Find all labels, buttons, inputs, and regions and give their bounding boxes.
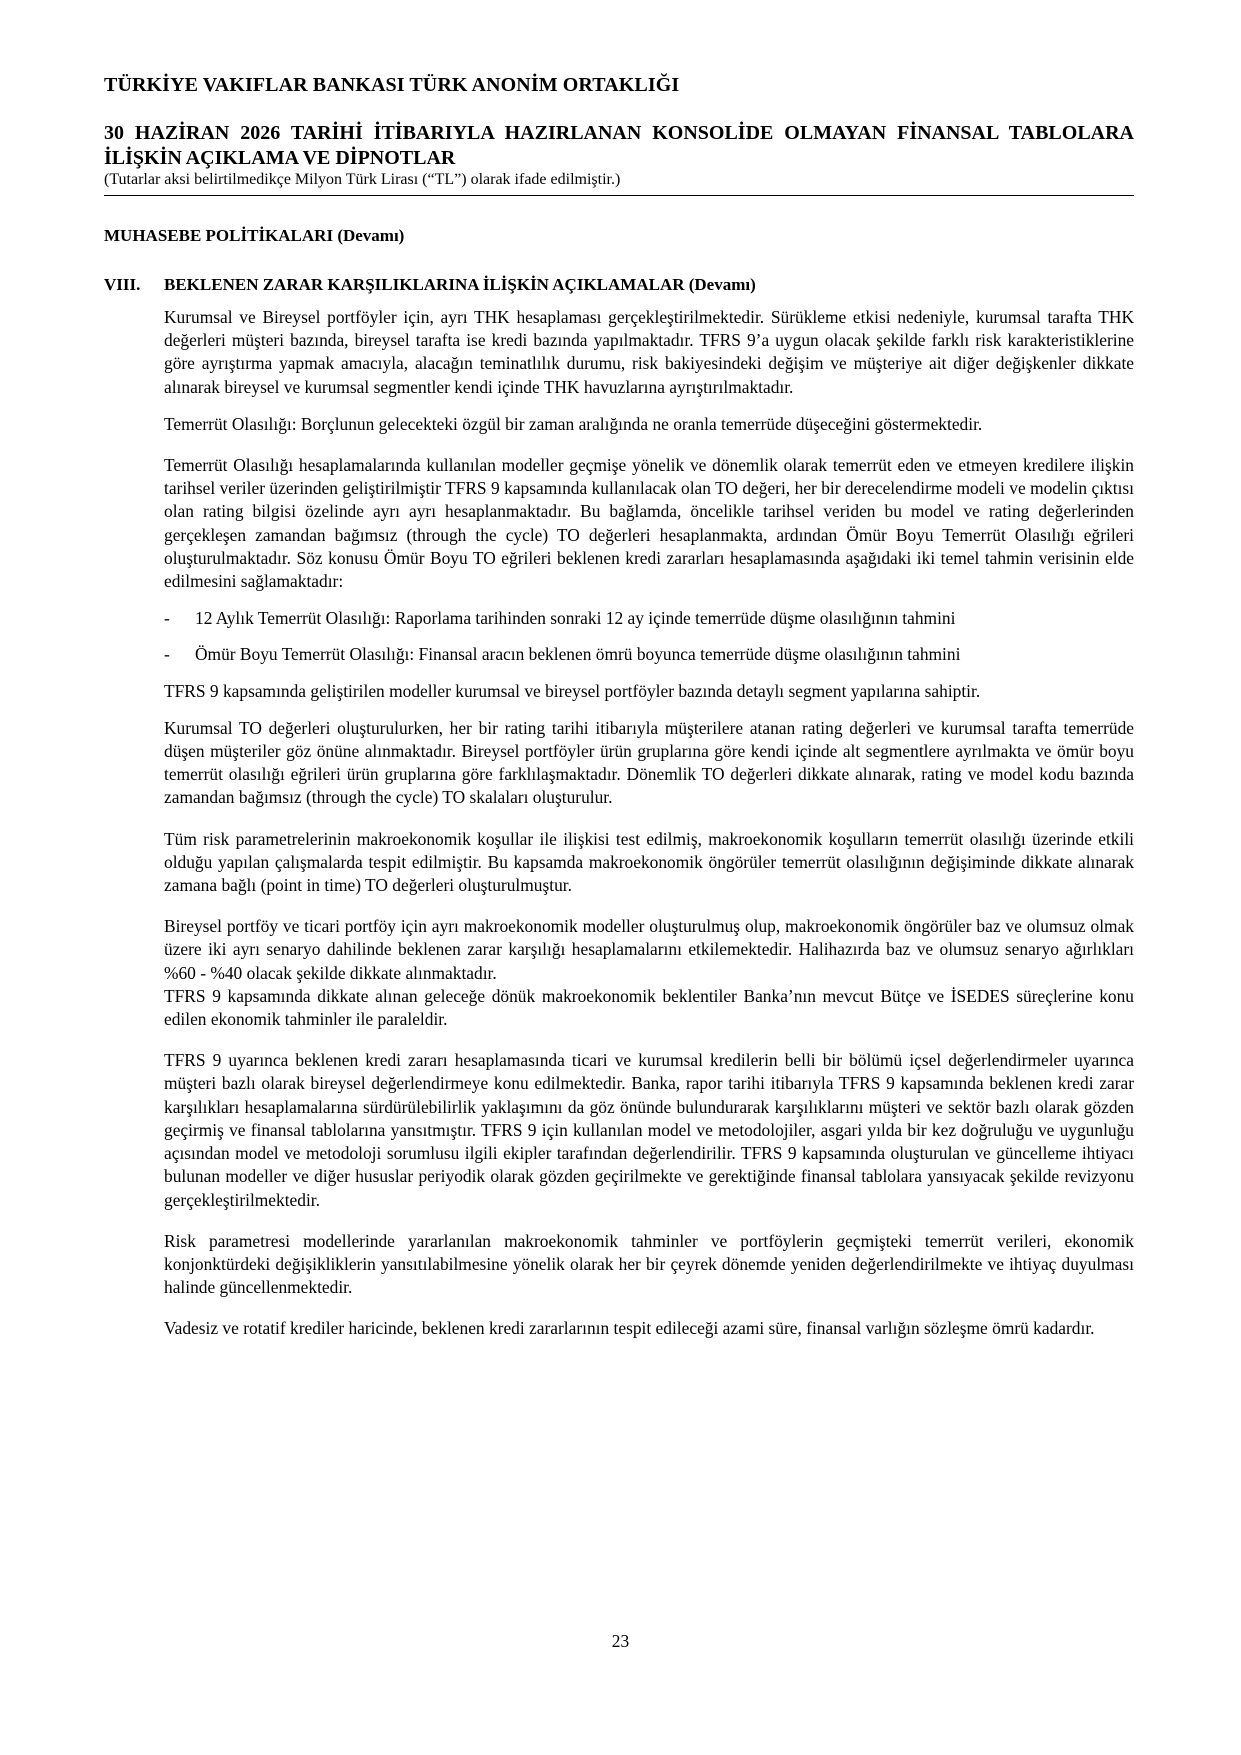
company-name: TÜRKİYE VAKIFLAR BANKASI TÜRK ANONİM ORTAKLIĞI — [104, 74, 680, 96]
bullet-text: Ömür Boyu Temerrüt Olasılığı: Finansal aracın beklenen ömrü boyunca temerrüde düşme olasılığının tahmini — [195, 644, 961, 665]
body-text — [164, 306, 1134, 1355]
subsection-heading — [104, 275, 756, 295]
paragraph: Bireysel portföy ve ticari portföy için ayrı makroekonomik modeller oluşturulmuş olup, makroekonomik öngörüler baz ve olumsuz olmak üzere iki ayrı senaryo dahilinde beklenen zarar karşılığı hesaplamalarını etkilemektedir. Halihazırda baz ve olumsuz senaryo ağırlıkları %60 - %40 olacak şekilde dikkate alınmaktadır. — [164, 916, 1134, 983]
page-number: 23 — [611, 1631, 630, 1651]
header-divider — [104, 195, 1134, 196]
section-title: MUHASEBE POLİTİKALARI (Devamı) — [104, 226, 405, 245]
report-title: 30 HAZİRAN 2026 TARİHİ İTİBARIYLA HAZIRLANAN KONSOLİDE OLMAYAN FİNANSAL TABLOLARA İLİŞKİN AÇIKLAMA VE DİPNOTLAR — [104, 122, 1134, 169]
paragraph: Kurumsal ve Bireysel portföyler için, ayrı THK hesaplaması gerçekleştirilmektedir. Sürükleme etkisi nedeniyle, kurumsal tarafta THK değerleri müşteri bazında, bireysel tarafta ise kredi bazında yapılmaktadır. TFRS 9’a uygun olacak şekilde farklı risk karakteristiklerine göre ayrıştırma yapmak amacıyla, alacağın teminatlılık durumu, risk bakiyesindeki değişim ve müşteriye ait diğer değişkenler dikkate alınarak bireysel ve kurumsal segmentler kendi içinde THK havuzlarına ayrıştırılmaktadır. — [164, 307, 1134, 397]
paragraph: Tüm risk parametrelerinin makroekonomik koşullar ile ilişkisi test edilmiş, makroekonomik koşulların temerrüt olasılığı üzerinde etkili olduğu yapılan çalışmalarda tespit edilmiştir. Bu kapsamda makroekonomik öngörüler temerrüt olasılığının değişiminde dikkate alınarak zamana bağlı (point in time) TO değerleri oluşturulmuştur. — [164, 828, 1134, 896]
paragraph: TFRS 9 uyarınca beklenen kredi zararı hesaplamasında ticari ve kurumsal kredilerin belli bir bölümü içsel değerlendirmeler uyarınca müşteri bazlı olarak bireysel değerlendirmeye konu edilmektedir. Banka, rapor tarihi itibarıyla TFRS 9 kapsamında beklenen kredi zarar karşılıkları hesaplamalarına sürdürülebilirlik yaklaşımını da göz önünde bulundurarak karşılıklarını müşteri ve sektör bazlı olarak gözden geçirmiş ve finansal tablolarına yansıtmıştır. TFRS 9 için kullanılan model ve metodolojiler, asgari yılda bir kez doğruluğu ve uygunluğu açısından model ve metodoloji sorumlusu ilgili ekipler tarafından değerlendirilir. TFRS 9 kapsamında oluşturulan ve güncelleme ihtiyacı bulunan modeller ve diğer hususlar periyodik olarak gözden geçirilmekte ve gerektiğinde finansal tablolara yansıyacak şekilde revizyonu gerçekleştirilmektedir. — [164, 1050, 1134, 1210]
paragraph: TFRS 9 kapsamında geliştirilen modeller kurumsal ve bireysel portföyler bazında detaylı segment yapılarına sahiptir. — [164, 680, 981, 701]
bullet-text: 12 Aylık Temerrüt Olasılığı: Raporlama tarihinden sonraki 12 ay içinde temerrüde düşme olasılığının tahmini — [195, 608, 956, 629]
paragraph: Temerrüt Olasılığı hesaplamalarında kullanılan modeller geçmişe yönelik ve dönemlik olarak temerrüt eden ve etmeyen kredilere ilişkin tarihsel veriler üzerinden geliştirilmiştir TFRS 9 kapsamında kullanılacak olan TO değeri, her bir derecelendirme modeli ve modelin çıktısı olan rating bilgisi özelinde ayrı ayrı hesaplanmaktadır. Bu bağlamda, öncelikle tarihsel veriden bu model ve rating değerlerinden gerçekleşen zamandan bağımsız (through the cycle) TO değerleri hesaplanmakta, ardından Ömür Boyu Temerrüt Olasılığı eğrileri oluşturulmaktadır. Söz konusu Ömür Boyu TO eğrileri beklenen kredi zararları hesaplamasında aşağıdaki iki temel tahmin verisinin elde edilmesini sağlamaktadır: — [164, 455, 1134, 592]
paragraph: Risk parametresi modellerinde yararlanılan makroekonomik tahminler ve portföylerin geçmişteki temerrüt verileri, ekonomik konjonktürdeki değişikliklerin yansıtılabilmesine yönelik olarak her bir çeyrek dönemde yeniden değerlendirilmekte ve ihtiyaç duyulması halinde güncellenmektedir. — [164, 1230, 1134, 1298]
currency-note: (Tutarlar aksi belirtilmedikçe Milyon Türk Lirası (“TL”) olarak ifade edilmiştir.) — [104, 171, 621, 188]
paragraph: Temerrüt Olasılığı: Borçlunun gelecekteki özgül bir zaman aralığında ne oranla temerrüde düşeceğini göstermektedir. — [164, 413, 983, 434]
paragraph: TFRS 9 kapsamında dikkate alınan geleceğe dönük makroekonomik beklentiler Banka’nın mevcut Bütçe ve İSEDES süreçlerine konu edilen ekonomik tahminler ile paraleldir. — [164, 985, 1134, 1030]
bullet-item — [164, 643, 1134, 666]
subsection-title: BEKLENEN ZARAR KARŞILIKLARINA İLİŞKİN AÇIKLAMALAR (Devamı) — [164, 275, 756, 294]
paragraph: Vadesiz ve rotatif krediler haricinde, beklenen kredi zararlarının tespit edileceği azami süre, finansal varlığın sözleşme ömrü kadardır. — [164, 1318, 1095, 1339]
subsection-number: VIII. — [104, 275, 141, 294]
bullet-item — [164, 607, 1134, 630]
paragraph: Kurumsal TO değerleri oluşturulurken, her bir rating tarihi itibarıyla müşterilere atanan rating değerleri ve kurumsal tarafta temerrüde düşen müşteriler göz önüne alınmaktadır. Bireysel portföyler ürün gruplarına göre kendi içinde alt segmentlere ayrılmakta ve ömür boyu temerrüt olasılığı eğrileri ürün gruplarına göre farklılaşmaktadır. Dönemlik TO değerleri dikkate alınarak, rating ve model kodu bazında zamandan bağımsız (through the cycle) TO skalaları oluşturulur. — [164, 717, 1134, 808]
bullet-marker: - — [164, 608, 170, 629]
bullet-marker: - — [164, 644, 170, 665]
